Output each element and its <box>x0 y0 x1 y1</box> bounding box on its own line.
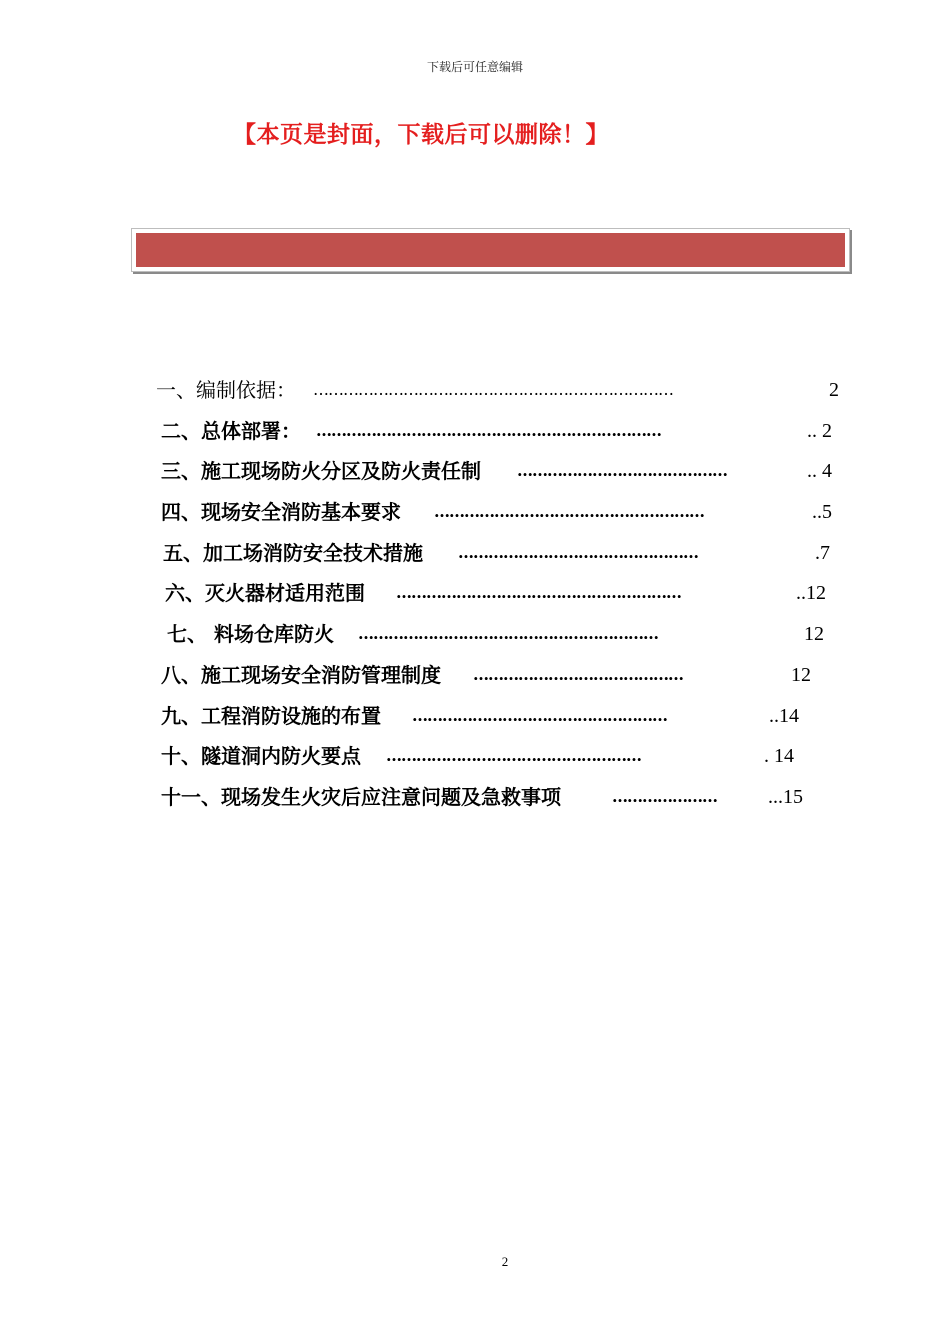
toc-entry-page: ..5 <box>812 501 832 523</box>
title-banner <box>131 228 850 272</box>
toc-entry-leader: …………………………………………………………… <box>316 421 661 440</box>
toc-entry-leader: …………………………………… <box>473 665 683 684</box>
toc-entry-title: 八、施工现场安全消防管理制度 <box>161 663 441 687</box>
toc-entry-title: 四、现场安全消防基本要求 <box>161 500 401 524</box>
toc-entry-page: 12 <box>804 623 824 645</box>
toc-entry-page: 2 <box>829 379 839 401</box>
toc-entry-title: 十、隧道洞内防火要点 <box>161 744 361 768</box>
toc-entry-page: 12 <box>791 664 811 686</box>
toc-entry-title: 二、总体部署： <box>161 419 301 443</box>
toc-entry-title: 九、工程消防设施的布置 <box>161 704 381 728</box>
toc-entry-leader: …………………………………………… <box>412 706 667 725</box>
toc-entry-leader: ………………………………………… <box>458 543 698 562</box>
toc-entry-leader: ……………………………………………………………… <box>313 380 673 399</box>
toc-entry-page: .7 <box>815 542 830 564</box>
toc-entry-title: 五、加工场消防安全技术措施 <box>163 541 423 565</box>
toc-entry-leader: ……………………………………………… <box>434 502 704 521</box>
toc-entry-leader: …………………………………………………… <box>358 624 658 643</box>
toc-entry-leader: …………………………………………… <box>386 746 641 765</box>
toc-entry-page: ..14 <box>769 705 799 727</box>
toc-entry-leader: …………………………………… <box>517 461 727 480</box>
toc-entry-page: .. 2 <box>807 420 832 442</box>
toc-entry-title: 十一、现场发生火灾后应注意问题及急救事项 <box>161 785 561 809</box>
header-note: 下载后可任意编辑 <box>426 60 523 74</box>
toc-entry-title: 一、编制依据： <box>156 378 296 402</box>
toc-entry-leader: ………………………………………………… <box>396 583 681 602</box>
cover-notice: 【本页是封面，下载后可以删除！】 <box>233 122 609 148</box>
toc-entry-page: ...15 <box>768 786 803 808</box>
toc-entry-page: . 14 <box>764 745 794 767</box>
toc-entry-page: .. 4 <box>807 460 832 482</box>
title-banner-bar <box>136 233 845 267</box>
toc-entry-leader: ………………… <box>612 787 717 806</box>
toc-entry-page: ..12 <box>796 582 826 604</box>
toc-entry-title: 三、施工现场防火分区及防火责任制 <box>161 459 481 483</box>
page-number: 2 <box>501 1254 509 1269</box>
toc-entry-title: 六、灭火器材适用范围 <box>165 581 365 605</box>
toc-entry-title: 七、 料场仓库防火 <box>167 622 334 646</box>
